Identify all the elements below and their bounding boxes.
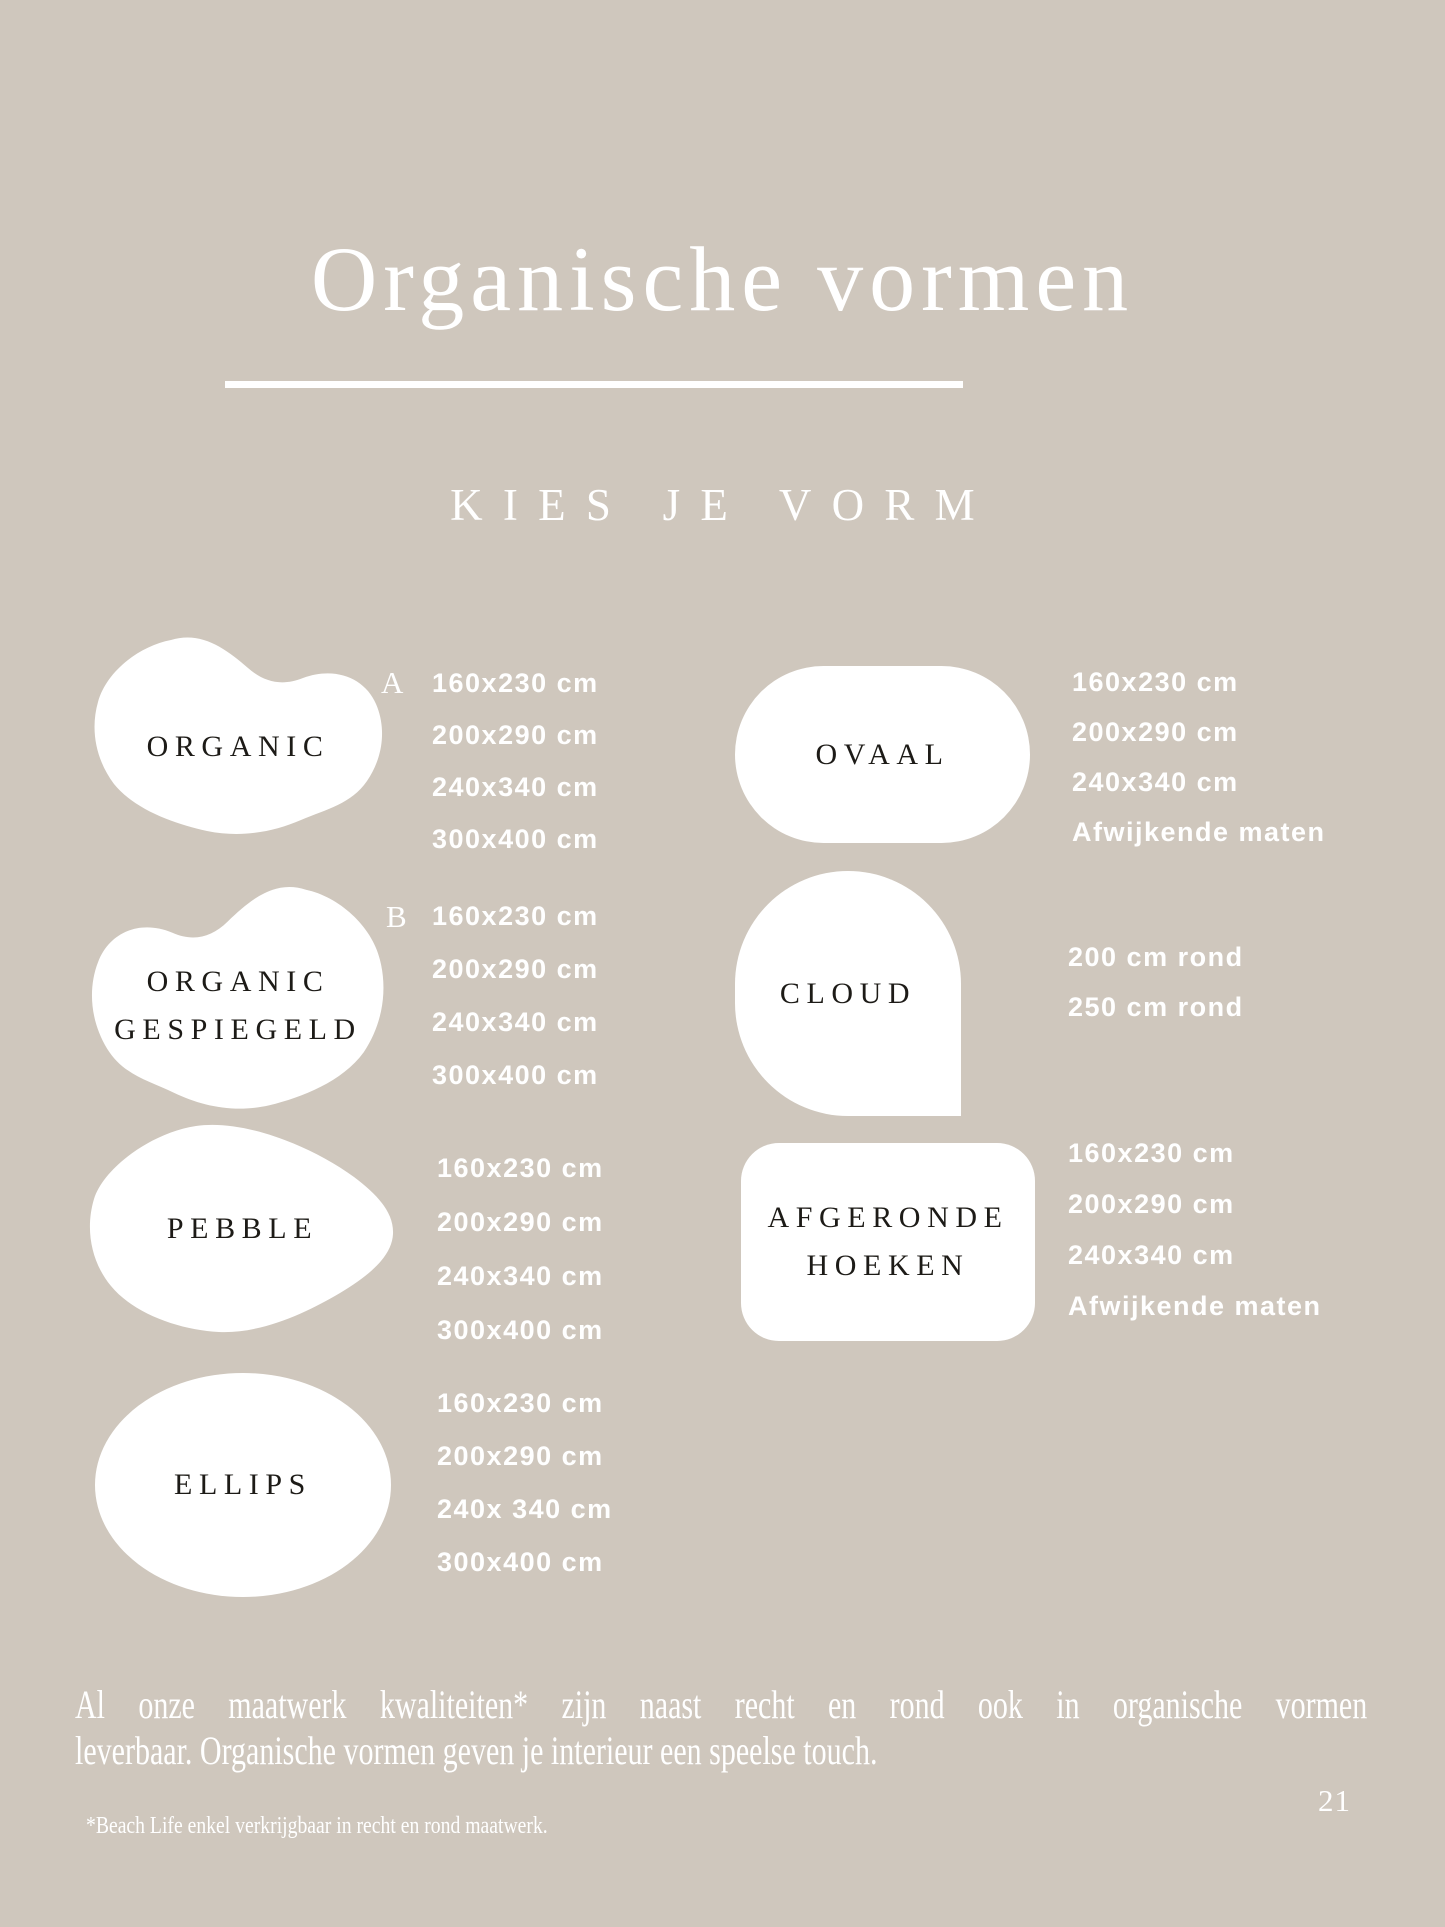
size-line: 200 cm rond — [1068, 942, 1244, 972]
size-line: 240x 340 cm — [437, 1494, 613, 1524]
size-line: 160x230 cm — [432, 901, 599, 931]
page-number: 21 — [1318, 1783, 1351, 1818]
size-line: 200x290 cm — [432, 720, 599, 750]
size-line: 160x230 cm — [1072, 667, 1239, 697]
organic-size-list — [432, 657, 599, 865]
afgeronde-hoeken-size-list — [1068, 1128, 1322, 1332]
size-line: 200x290 cm — [437, 1207, 604, 1237]
size-line: 200x290 cm — [432, 954, 599, 984]
size-line: 200x290 cm — [1072, 717, 1239, 747]
paragraph-line-2: leverbaar. Organische vormen geven je interieur een speelse touch. — [75, 1728, 878, 1773]
pebble-label: PEBBLE — [166, 1212, 319, 1245]
ovaal-label: OVAAL — [815, 737, 950, 771]
size-line: 300x400 cm — [432, 1060, 599, 1090]
label-line-2: GESPIEGELD — [114, 1012, 362, 1046]
size-line: 300x400 cm — [437, 1315, 604, 1345]
marker-a: A — [381, 665, 405, 700]
size-line: 200x290 cm — [1068, 1189, 1235, 1219]
title-underline — [225, 381, 963, 388]
paragraph-line-1: Al onze maatwerk kwaliteiten* zijn naast recht en rond ook in organische vormen — [75, 1682, 1368, 1727]
size-line: 240x340 cm — [1068, 1240, 1235, 1270]
pebble-shape — [88, 1123, 397, 1335]
size-line: 250 cm rond — [1068, 992, 1244, 1022]
size-line: 240x340 cm — [432, 772, 599, 802]
afgeronde-hoeken-shape — [741, 1143, 1035, 1341]
size-line: Afwijkende maten — [1072, 817, 1326, 847]
ellips-shape — [95, 1373, 391, 1597]
cloud-label: CLOUD — [779, 976, 917, 1010]
cloud-size-list — [1068, 932, 1244, 1032]
size-line: 160x230 cm — [437, 1388, 604, 1418]
size-line: 160x230 cm — [432, 668, 599, 698]
ellips-label: ELLIPS — [174, 1468, 312, 1501]
page-title: Organische vormen — [310, 228, 1135, 330]
size-line: 300x400 cm — [437, 1547, 604, 1577]
organic-shape — [93, 634, 383, 837]
organic-gespiegeld-label — [114, 942, 362, 1054]
size-line: 200x290 cm — [437, 1441, 604, 1471]
section-subtitle: KIES JE VORM — [450, 480, 995, 530]
size-line: Afwijkende maten — [1068, 1291, 1322, 1321]
afgeronde-hoeken-label — [767, 1194, 1008, 1290]
size-line: 160x230 cm — [437, 1153, 604, 1183]
organic-label: ORGANIC — [146, 729, 330, 763]
pebble-size-list — [437, 1141, 604, 1357]
size-line: 240x340 cm — [437, 1261, 604, 1291]
marker-b: B — [386, 899, 408, 934]
size-line: 240x340 cm — [432, 1007, 599, 1037]
organic-gespiegeld-shape — [91, 883, 385, 1112]
intro-paragraph — [75, 1682, 1367, 1774]
size-line: 160x230 cm — [1068, 1138, 1235, 1168]
footnote: *Beach Life enkel verkrijgbaar in recht en rond maatwerk. — [86, 1813, 548, 1839]
label-line-1: ORGANIC — [146, 964, 330, 998]
label-line-2: HOEKEN — [806, 1249, 970, 1282]
size-line: 240x340 cm — [1072, 767, 1239, 797]
organic-gespiegeld-size-list — [432, 890, 599, 1102]
size-line: 300x400 cm — [432, 824, 599, 854]
ellips-size-list — [437, 1377, 613, 1589]
label-line-1: AFGERONDE — [767, 1201, 1009, 1234]
cloud-shape — [735, 871, 961, 1116]
ovaal-size-list — [1072, 657, 1326, 857]
ovaal-shape — [735, 666, 1030, 843]
